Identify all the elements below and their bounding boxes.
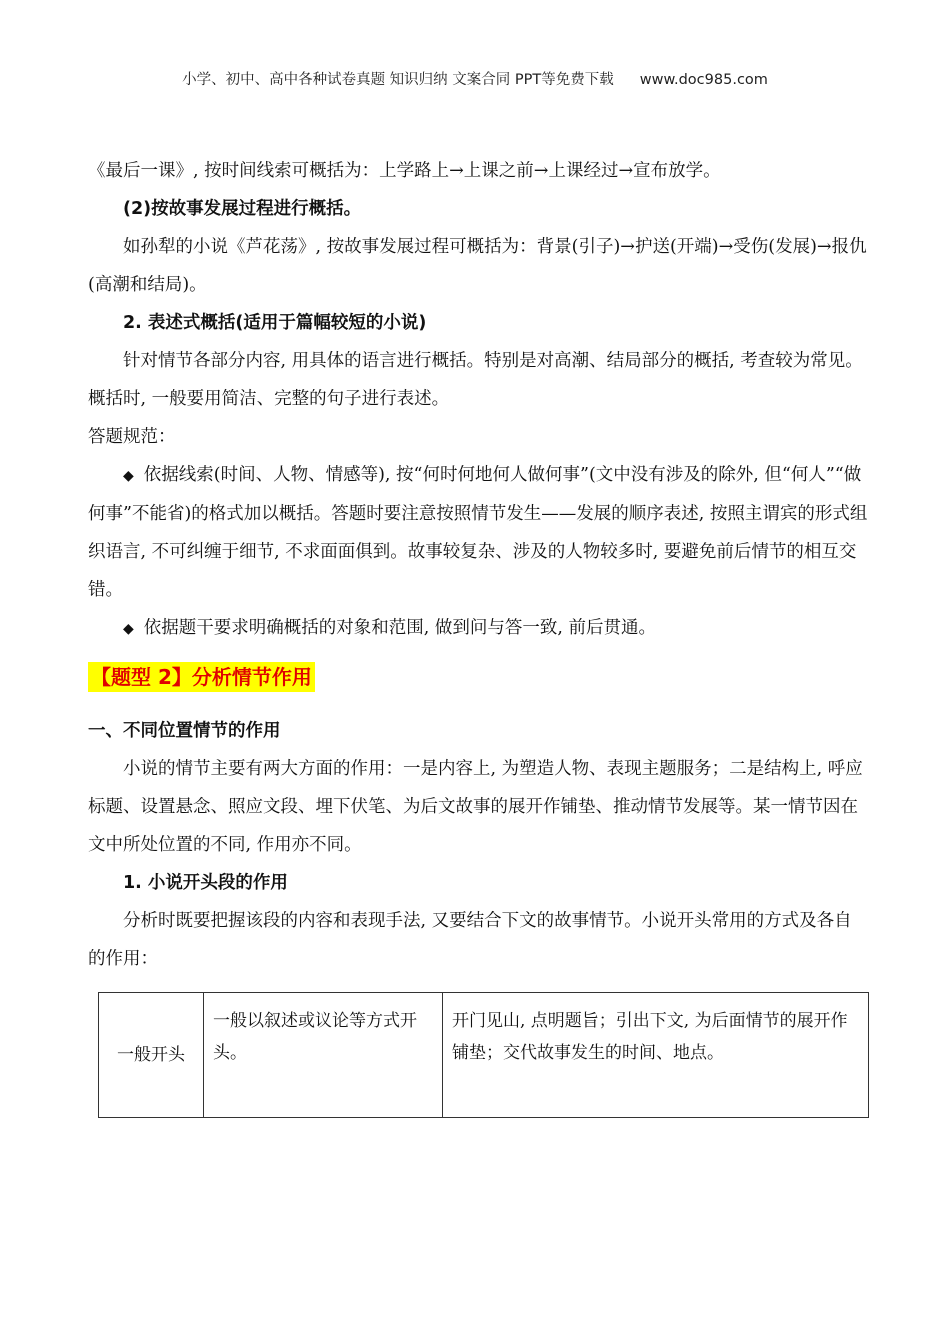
heading: 一、不同位置情节的作用 bbox=[88, 721, 281, 741]
subheading: (2)按故事发展过程进行概括。 bbox=[123, 199, 362, 219]
document-body bbox=[88, 152, 868, 978]
paragraph: 分析时既要把握该段的内容和表现手法, 又要结合下文的故事情节。小说开头常用的方式及各自的作用： bbox=[88, 911, 852, 969]
opening-methods-table bbox=[98, 992, 869, 1118]
bullet-item bbox=[88, 456, 868, 609]
paragraph: 小说的情节主要有两大方面的作用：一是内容上, 为塑造人物、表现主题服务；二是结构上, 呼应标题、设置悬念、照应文段、埋下伏笔、为后文故事的展开作铺垫、推动情节发展等。某一情节因在文中所处位置的不同, 作用亦不同。 bbox=[88, 759, 863, 855]
page-header bbox=[0, 68, 950, 89]
diamond-bullet-icon: ◆ bbox=[123, 621, 134, 637]
header-site: www.doc985.com bbox=[639, 72, 768, 88]
paragraph: 《最后一课》, 按时间线索可概括为：上学路上→上课之前→上课经过→宣布放学。 bbox=[88, 161, 721, 181]
bullet-text: 依据题干要求明确概括的对象和范围, 做到问与答一致, 前后贯通。 bbox=[143, 618, 657, 638]
paragraph: 针对情节各部分内容, 用具体的语言进行概括。特别是对高潮、结局部分的概括, 考查较为常见。概括时, 一般要用简洁、完整的句子进行表述。 bbox=[88, 351, 863, 409]
highlighted-section-heading: 【题型 2】分析情节作用 bbox=[88, 662, 315, 692]
header-text: 小学、初中、高中各种试卷真题 知识归纳 文案合同 PPT等免费下载 bbox=[182, 72, 614, 88]
subheading: 2. 表述式概括(适用于篇幅较短的小说) bbox=[123, 313, 427, 333]
diamond-bullet-icon: ◆ bbox=[123, 468, 134, 484]
bullet-item bbox=[88, 609, 868, 648]
paragraph: 如孙犁的小说《芦花荡》, 按故事发展过程可概括为：背景(引子)→护送(开端)→受伤(发展)→报仇(高潮和结局)。 bbox=[88, 237, 867, 295]
table-cell-effect: 开门见山, 点明题旨；引出下文, 为后面情节的展开作铺垫；交代故事发生的时间、地点。 bbox=[443, 993, 869, 1118]
section-title bbox=[88, 662, 868, 694]
table-cell-type: 一般开头 bbox=[99, 993, 204, 1118]
table-cell-method: 一般以叙述或议论等方式开头。 bbox=[204, 993, 443, 1118]
table-row bbox=[99, 993, 869, 1118]
subheading: 1. 小说开头段的作用 bbox=[123, 873, 288, 893]
bullet-text: 依据线索(时间、人物、情感等), 按“何时何地何人做何事”(文中没有涉及的除外, 但“何人”“做何事”不能省)的格式加以概括。答题时要注意按照情节发生——发展的顺序表述, 按照主谓宾的形式组织语言, 不可纠缠于细节, 不求面面俱到。故事较复杂、涉及的人物较多时, 要避免前后情节的相互交错。 bbox=[88, 465, 868, 600]
paragraph-label: 答题规范： bbox=[88, 427, 176, 447]
